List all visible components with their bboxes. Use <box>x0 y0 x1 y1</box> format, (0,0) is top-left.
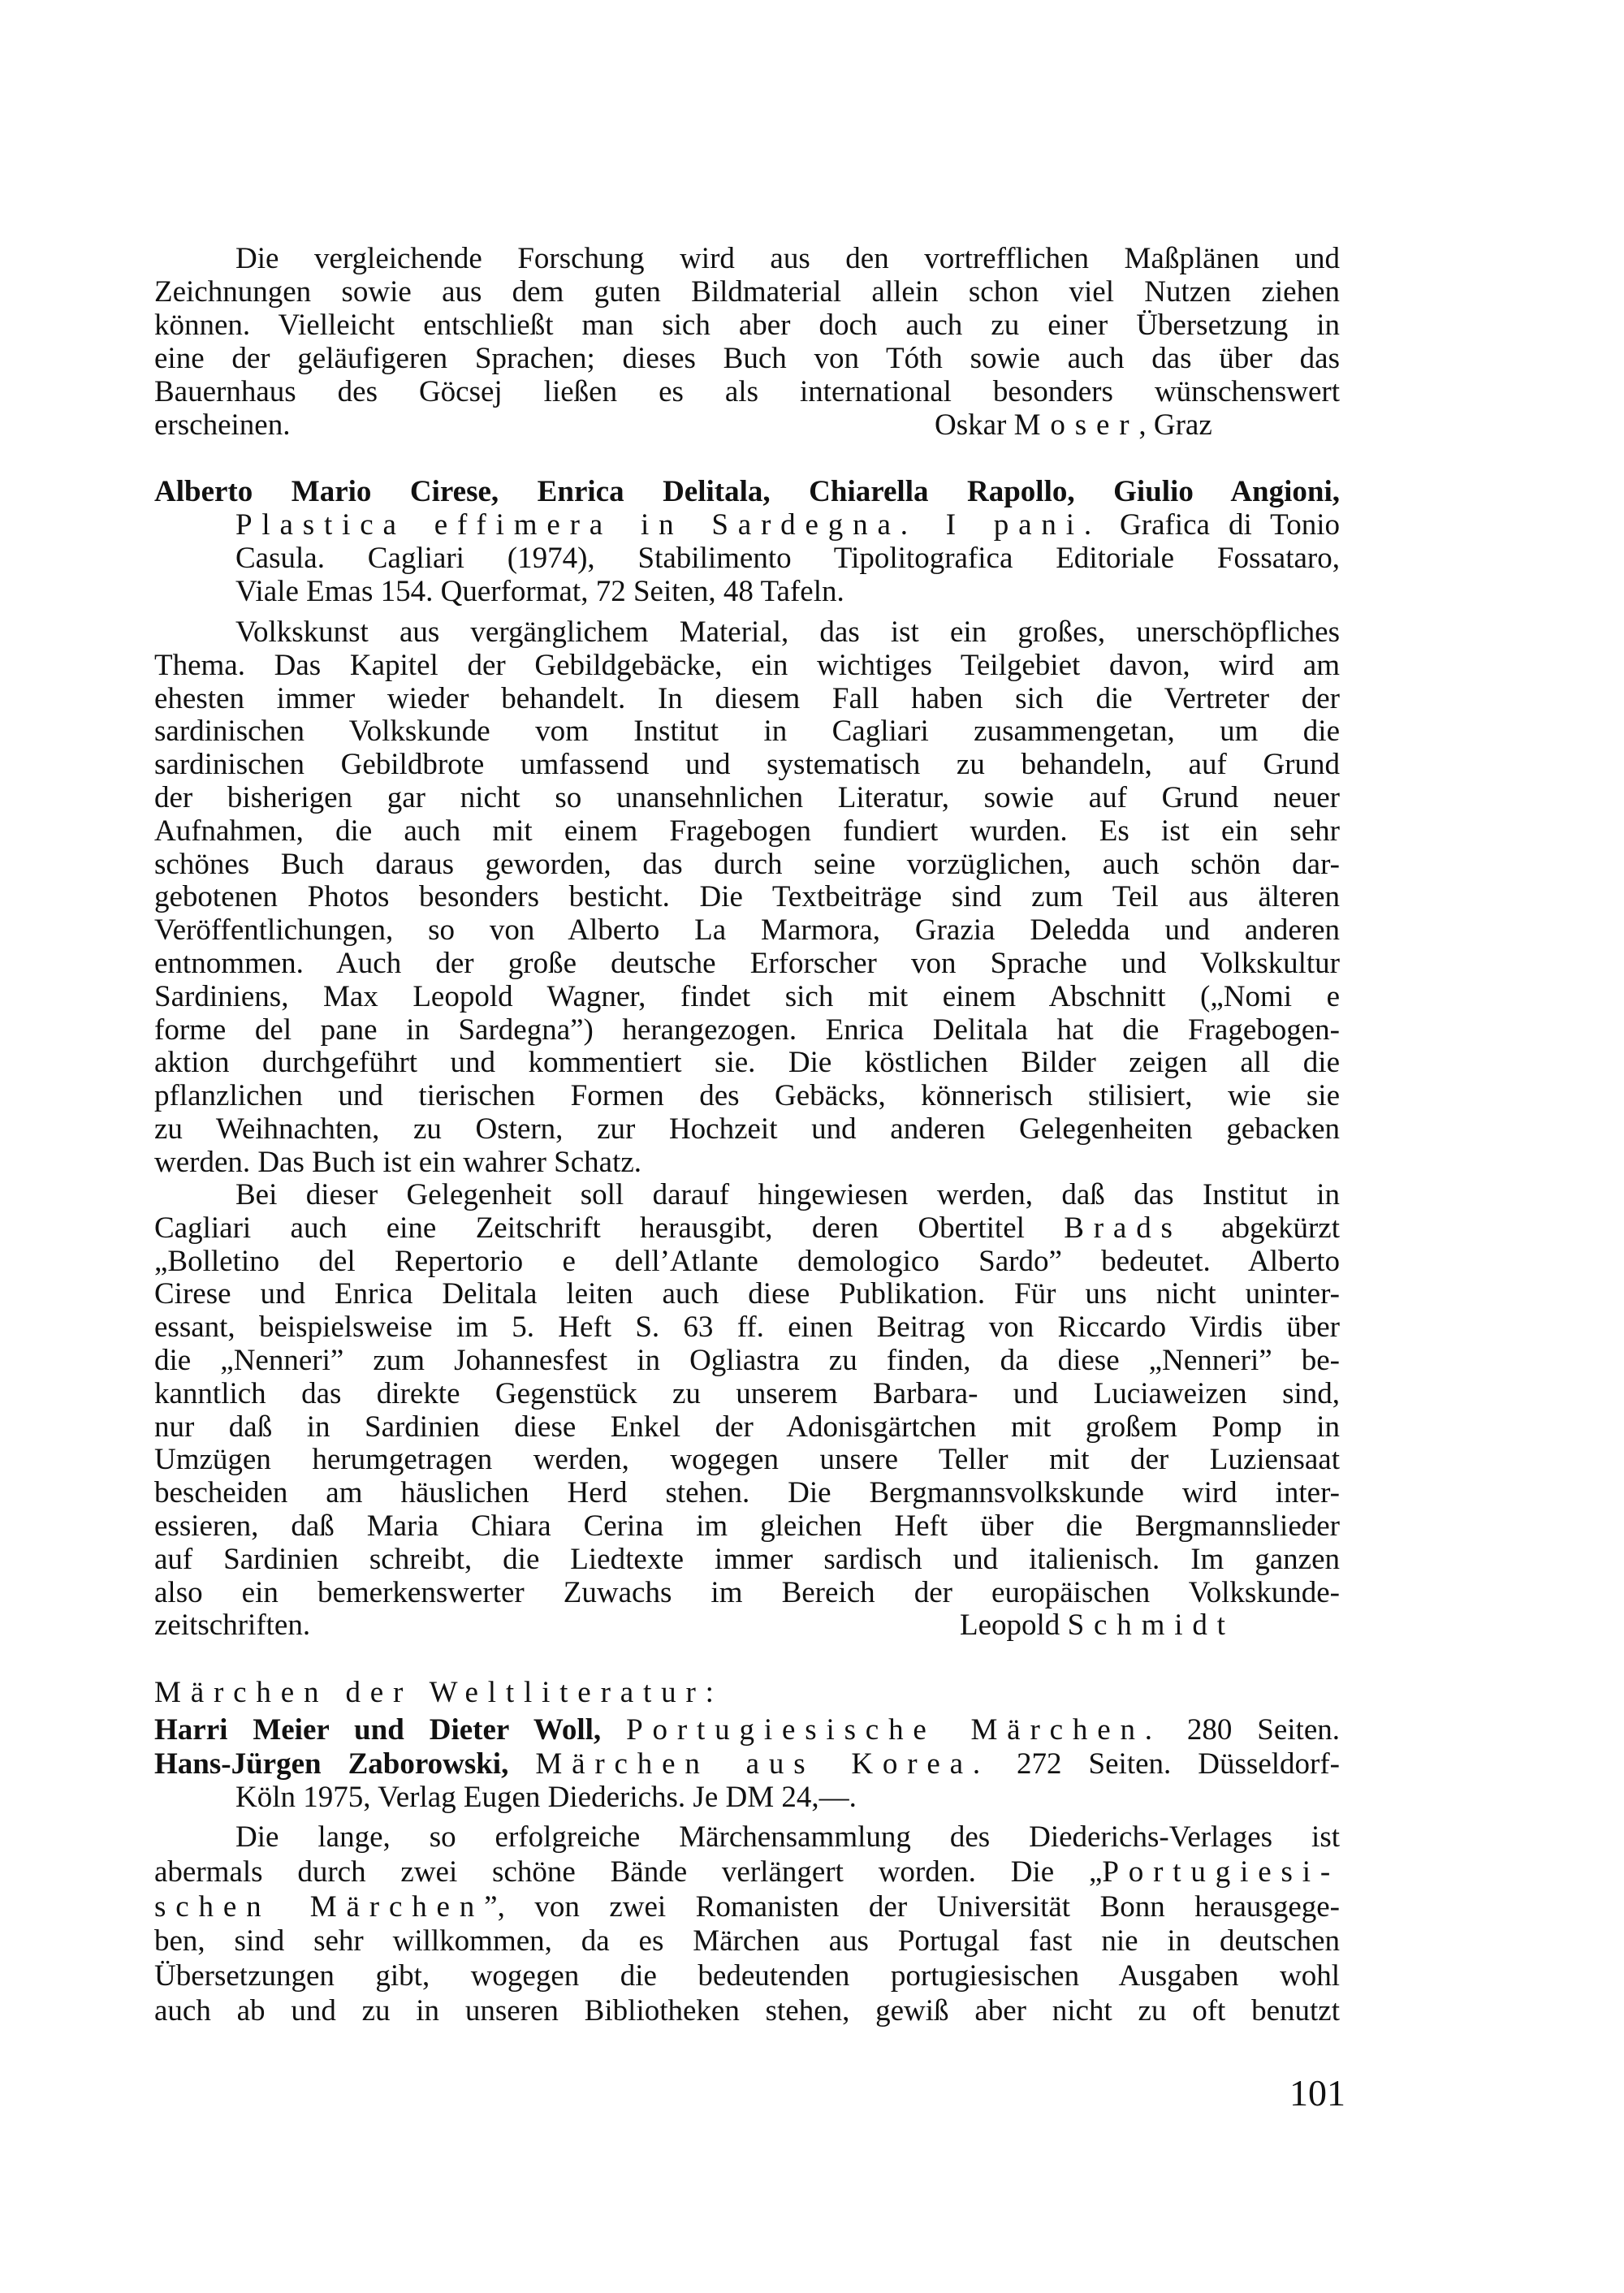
text-run: essant, beispielsweise im 5. Heft S. 63 ff. einen Beitrag von Riccardo Virdis über <box>154 1311 1340 1345</box>
text-line <box>154 1959 1340 1994</box>
text-run: 280 Seiten. <box>1161 1713 1340 1747</box>
author-signature <box>960 1609 1235 1642</box>
text-run: also ein bemerkenswerter Zuwachs im Bereich der europäischen Volkskunde- <box>154 1575 1340 1609</box>
text-line <box>154 1079 1340 1112</box>
text-line <box>154 1211 1340 1245</box>
text-line <box>154 542 1340 575</box>
text-line <box>154 1146 1340 1179</box>
text-run: schönes Buch daraus geworden, das durch seine vorzüglichen, auch schön dar- <box>154 847 1340 881</box>
text-run: eine der geläufigeren Sprachen; dieses Buch von Tóth sowie auch das über das <box>154 342 1340 375</box>
text-run: Die vergleichende Forschung wird aus den vortrefflichen Maßplänen und <box>235 242 1340 275</box>
text-run <box>601 1713 626 1747</box>
section-heading-maerchen <box>154 1676 1340 1709</box>
text-line <box>154 1924 1340 1959</box>
text-run: sardinischen Volkskunde vom Institut in Cagliari zusammengetan, um die <box>154 715 1340 749</box>
text-line <box>154 575 1340 608</box>
text-run: Bauernhaus des Göcsej ließen es als international besonders wünschenswert <box>154 375 1340 408</box>
text-line <box>154 1311 1340 1344</box>
text-run: Thema. Das Kapitel der Gebildgebäcke, ein wichtiges Teilgebiet davon, wird am <box>154 648 1340 682</box>
text-run: Bei dieser Gelegenheit soll darauf hingewiesen werden, daß das Institut in <box>235 1178 1340 1211</box>
text-line <box>154 1747 1340 1781</box>
paragraph-diederichs <box>154 1820 1340 2029</box>
text-line <box>154 1443 1340 1476</box>
text-run: kanntlich das direkte Gegenstück zu unserem Barbara- und Luciaweizen sind, <box>154 1376 1340 1410</box>
text-line <box>154 913 1340 947</box>
text-run: Casula. Cagliari (1974), Stabilimento Tipolitografica Editoriale Fossataro, <box>235 542 1340 575</box>
text-line <box>154 649 1340 682</box>
text-run: Umzügen herumgetragen werden, wogegen unsere Teller mit der Luziensaat <box>154 1443 1340 1477</box>
text-line <box>154 1509 1340 1543</box>
text-run: „Bolletino del Repertorio e dell’Atlante demologico Sardo” bedeutet. Alberto <box>154 1244 1340 1278</box>
text-run: Veröffentlichungen, so von Alberto La Marmora, Grazia Deledda und anderen <box>154 913 1340 948</box>
text-line <box>154 1543 1340 1576</box>
text-run: zeitschriften. <box>154 1609 311 1643</box>
paragraph-volkskunst <box>154 615 1340 1179</box>
bold-text: Alberto Mario Cirese, Enrica Delitala, Chiarella Rapollo, Giulio Angioni, <box>154 475 1340 508</box>
text-run: Cagliari auch eine Zeitschrift herausgibt, deren Obertitel <box>154 1211 1065 1245</box>
page-number: 101 <box>1289 2072 1345 2114</box>
text-line <box>154 1377 1340 1410</box>
text-run: Die lange, so erfolgreiche Märchensammlung des Diederichs-Verlages ist <box>235 1820 1340 1854</box>
text-run: entnommen. Auch der große deutsche Erforscher von Sprache und Volkskultur <box>154 946 1340 980</box>
text-line <box>154 1046 1340 1079</box>
text-line <box>154 1890 1340 1925</box>
text-run: Übersetzungen gibt, wogegen die bedeutenden portugiesischen Ausgaben wohl <box>154 1959 1340 1993</box>
text-line <box>154 342 1340 375</box>
text-line <box>154 748 1340 781</box>
text-line <box>154 1781 1340 1815</box>
spaced-text: Märchen aus Korea. <box>535 1747 990 1781</box>
text-line <box>154 715 1340 748</box>
text-run: werden. Das Buch ist ein wahrer Schatz. <box>154 1145 642 1179</box>
text-line <box>154 781 1340 814</box>
text-line <box>154 508 1340 542</box>
text-line <box>154 1112 1340 1146</box>
text-run: gebotenen Photos besonders besticht. Die Textbeiträge sind zum Teil aus älteren <box>154 880 1340 914</box>
text-line <box>154 947 1340 980</box>
text-run: essieren, daß Maria Chiara Cerina im gleichen Heft über die Bergmannslieder <box>154 1509 1340 1543</box>
text-line <box>154 375 1340 408</box>
text-line <box>154 1576 1340 1609</box>
text-line <box>154 1994 1340 2029</box>
author-signature <box>935 408 1212 442</box>
spaced-text: schen Märchen <box>154 1889 485 1924</box>
text-run: Leopold <box>960 1609 1068 1643</box>
text-line <box>154 682 1340 715</box>
text-run: der bisherigen gar nicht so unansehnlichen Literatur, sowie auf Grund neuer <box>154 780 1340 814</box>
text-run: auch ab und zu in unseren Bibliotheken stehen, gewiß aber nicht zu oft benutzt <box>154 1993 1340 2027</box>
text-run: forme del pane in Sardegna”) herangezogen. Enrica Delitala hat die Fragebogen- <box>154 1013 1340 1047</box>
text-run: erscheinen. <box>154 408 291 442</box>
text-run: auf Sardinien schreibt, die Liedtexte immer sardisch und italienisch. Im ganzen <box>154 1542 1340 1576</box>
spaced-text: Brads <box>1064 1211 1182 1245</box>
bibliographic-entry-maerchen <box>154 1713 1340 1815</box>
text-run: die „Nenneri” zum Johannesfest in Ogliastra zu finden, da diese „Nenneri” be- <box>154 1343 1340 1377</box>
bibliographic-entry-sardegna <box>154 475 1340 608</box>
text-line <box>154 1013 1340 1047</box>
text-line <box>154 1245 1340 1278</box>
text-line <box>154 1713 1340 1747</box>
text-line <box>154 309 1340 342</box>
text-line <box>154 1178 1340 1211</box>
text-run: abermals durch zwei schöne Bände verlängert worden. Die „ <box>154 1855 1103 1889</box>
text-run: aktion durchgeführt und kommentiert sie. Die köstlichen Bilder zeigen all die <box>154 1046 1340 1080</box>
text-line <box>154 1344 1340 1377</box>
text-run: Viale Emas 154. Querformat, 72 Seiten, 48 Tafeln. <box>235 575 844 608</box>
text-line <box>154 980 1340 1013</box>
bold-text: Hans-Jürgen Zaborowski, <box>154 1747 509 1781</box>
bold-text: Harri Meier und Dieter Woll, <box>154 1713 602 1747</box>
text-run: Sardiniens, Max Leopold Wagner, findet sich mit einem Abschnitt („Nomi e <box>154 979 1340 1013</box>
text-run: bescheiden am häuslichen Herd stehen. Die Bergmannsvolkskunde wird inter- <box>154 1476 1340 1510</box>
spaced-text: Schmidt <box>1067 1609 1235 1643</box>
text-run: Oskar <box>935 408 1014 442</box>
text-line <box>154 242 1340 275</box>
text-run: Cirese und Enrica Delitala leiten auch diese Publikation. Für uns nicht uninter- <box>154 1277 1340 1311</box>
spaced-text: Märchen der Weltliteratur: <box>154 1676 723 1709</box>
text-line <box>154 1676 1340 1709</box>
spaced-text: Plastica effimera in Sardegna. I pani. <box>235 508 1101 542</box>
text-run: Köln 1975, Verlag Eugen Diederichs. Je DM 24,—. <box>235 1781 857 1814</box>
text-line <box>154 615 1340 649</box>
text-run: Grafica di Tonio <box>1100 508 1340 542</box>
paragraph-institut-cagliari <box>154 1178 1340 1642</box>
text-run: zu Weihnachten, zu Ostern, zur Hochzeit und anderen Gelegenheiten gebacken <box>154 1112 1340 1146</box>
text-line <box>154 275 1340 309</box>
text-line <box>154 475 1340 508</box>
text-run: ehesten immer wieder behandelt. In diesem Fall haben sich die Vertreter der <box>154 681 1340 715</box>
text-run: nur daß in Sardinien diese Enkel der Adonisgärtchen mit großem Pomp in <box>154 1410 1340 1444</box>
text-line <box>154 848 1340 881</box>
text-run <box>508 1747 535 1781</box>
text-run: 272 Seiten. Düsseldorf- <box>990 1747 1340 1781</box>
text-run: ”, von zwei Romanisten der Universität Bonn herausgege- <box>484 1889 1340 1924</box>
text-line <box>154 1820 1340 1855</box>
spaced-text: Portugiesi- <box>1102 1855 1340 1889</box>
text-run: Aufnahmen, die auch mit einem Fragebogen fundiert wurden. Es ist ein sehr <box>154 814 1340 848</box>
spaced-text: Moser <box>1013 408 1139 442</box>
text-run: ben, sind sehr willkommen, da es Märchen aus Portugal fast nie in deutschen <box>154 1924 1340 1958</box>
text-run: , Graz <box>1138 408 1212 442</box>
text-line <box>154 1855 1340 1890</box>
text-line <box>154 814 1340 848</box>
text-line <box>154 1476 1340 1509</box>
text-run: abgekürzt <box>1181 1211 1340 1245</box>
text-run: sardinischen Gebildbrote umfassend und systematisch zu behandeln, auf Grund <box>154 748 1340 782</box>
text-run: können. Vielleicht entschließt man sich aber doch auch zu einer Übersetzung in <box>154 309 1340 342</box>
spaced-text: Portugiesische Märchen. <box>626 1713 1162 1747</box>
text-line <box>154 1277 1340 1311</box>
text-run: Zeichnungen sowie aus dem guten Bildmaterial allein schon viel Nutzen ziehen <box>154 275 1340 309</box>
text-line <box>154 880 1340 913</box>
text-line <box>154 1410 1340 1444</box>
text-run: pflanzlichen und tierischen Formen des Gebäcks, könnerisch stilisiert, wie sie <box>154 1079 1340 1113</box>
text-run: Volkskunst aus vergänglichem Material, das ist ein großes, unerschöpfliches <box>235 615 1340 649</box>
